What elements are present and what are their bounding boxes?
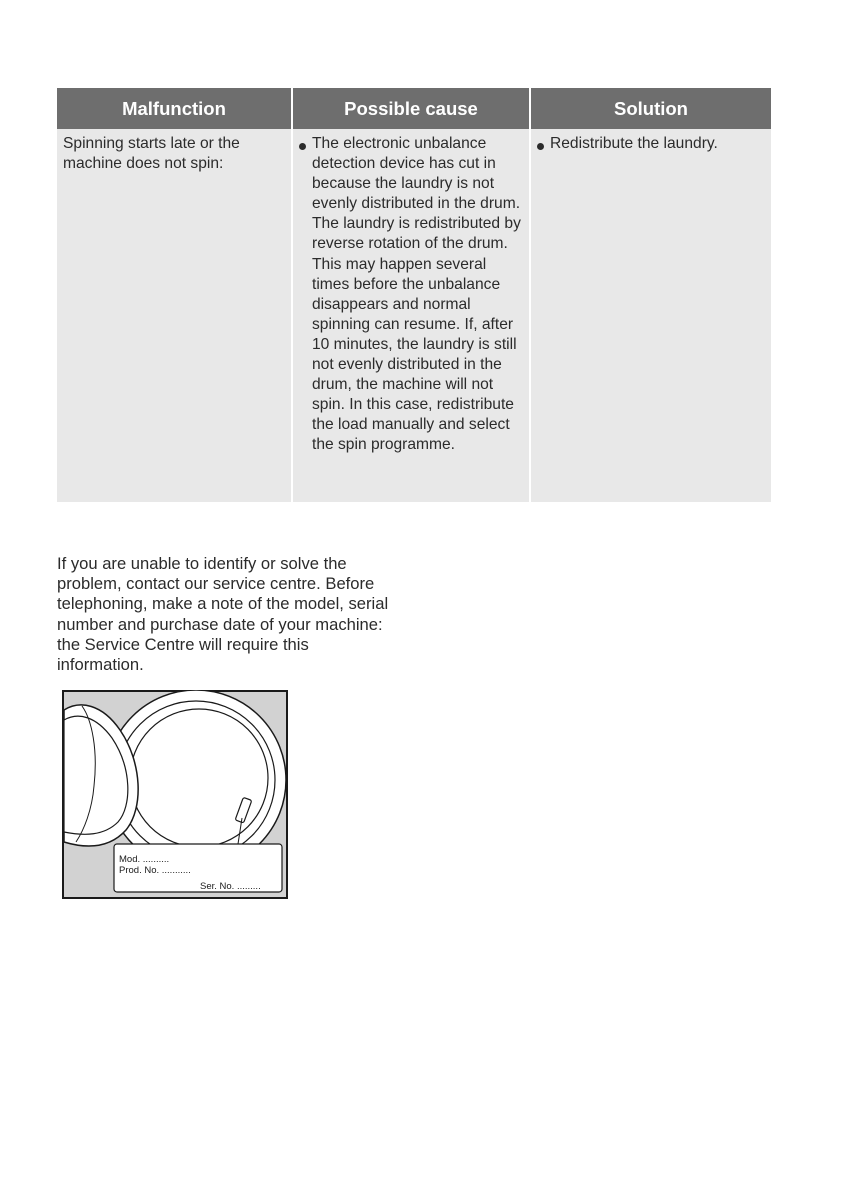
- bullet-dot-icon: [537, 143, 544, 150]
- cell-solution: [531, 129, 771, 502]
- header-possible-cause: Possible cause: [293, 88, 529, 129]
- header-malfunction: Malfunction: [57, 88, 291, 129]
- cause-bullet-item: [299, 134, 523, 456]
- plate-ser-no: Ser. No. .........: [200, 881, 261, 892]
- cell-possible-cause: [293, 129, 529, 502]
- plate-mod: Mod. ..........: [119, 854, 170, 865]
- service-centre-note: If you are unable to identify or solve the problem, contact our service centre. Before telephoning, make a note of the model, serial number and purchase date of your machine: the Service Centre will require this information.: [57, 554, 389, 675]
- malfunction-text: Spinning starts late or the machine does not spin:: [63, 135, 240, 173]
- cause-text: The electronic unbalance detection device has cut in because the laundry is not evenly distributed in the drum. The laundry is redistributed by reverse rotation of the drum. This may happen several times before the unbalance disappears and normal spinning can resume. If, after 10 minutes, the laundry is still not evenly distributed in the drum, the machine will not spin. In this case, redistribute the load manually and select the spin programme.: [312, 135, 521, 454]
- rating-plate-illustration: [62, 690, 288, 904]
- troubleshooting-table: [57, 88, 771, 502]
- cell-malfunction: [57, 129, 291, 502]
- solution-text: Redistribute the laundry.: [550, 135, 718, 152]
- plate-prod-no: Prod. No. ...........: [119, 865, 191, 876]
- bullet-dot-icon: [299, 143, 306, 150]
- solution-bullet-item: [537, 134, 765, 154]
- header-solution: Solution: [531, 88, 771, 129]
- washing-machine-door-icon: [62, 690, 288, 899]
